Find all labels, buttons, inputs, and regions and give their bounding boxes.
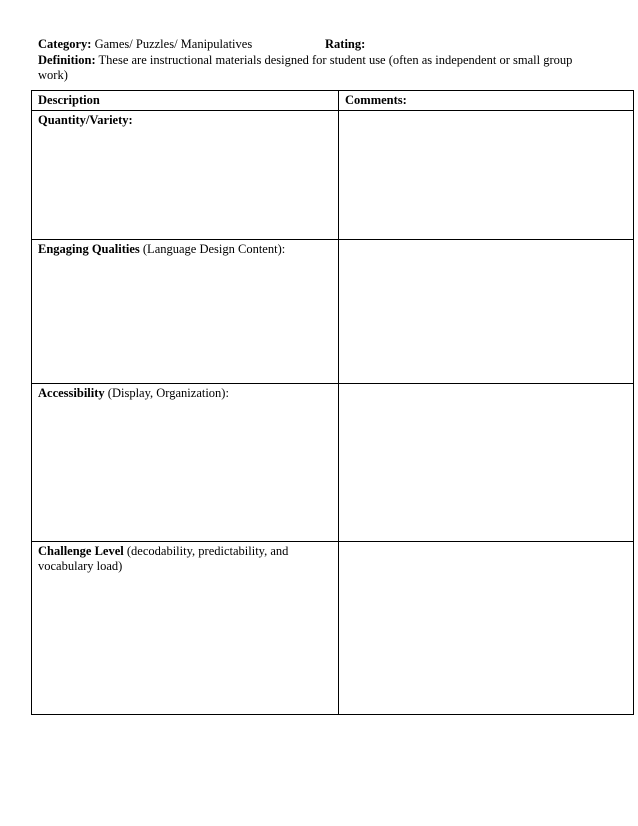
description-column-header: Description <box>32 91 339 111</box>
criterion-label: Engaging Qualities <box>38 242 140 256</box>
table-row <box>32 240 634 384</box>
criterion-label: Challenge Level <box>38 544 124 558</box>
description-cell-quantity <box>32 111 339 240</box>
table-row <box>32 384 634 542</box>
criterion-label: Quantity/Variety: <box>38 113 133 127</box>
definition-text: These are instructional materials designed for student use (often as independent or small group work) <box>38 53 573 82</box>
comments-column-header: Comments: <box>339 91 634 111</box>
criterion-detail: (Language Design Content): <box>139 242 286 256</box>
table-row <box>32 111 634 240</box>
comment-cell-quantity[interactable] <box>339 111 634 240</box>
evaluation-table <box>31 90 634 715</box>
criterion-label: Accessibility <box>38 386 105 400</box>
table-header-row <box>32 91 634 111</box>
comment-cell-accessibility[interactable] <box>339 384 634 542</box>
comment-cell-challenge[interactable] <box>339 542 634 715</box>
category-line <box>38 37 598 52</box>
comment-cell-engaging[interactable] <box>339 240 634 384</box>
category-value: Games/ Puzzles/ Manipulatives <box>91 37 253 51</box>
definition-label: Definition: <box>38 53 96 67</box>
criterion-detail: (Display, Organization): <box>104 386 229 400</box>
rating-label: Rating: <box>325 37 366 51</box>
document-header <box>38 37 598 83</box>
description-cell-accessibility <box>32 384 339 542</box>
table-row <box>32 542 634 715</box>
description-cell-engaging <box>32 240 339 384</box>
description-cell-challenge <box>32 542 339 715</box>
category-label: Category: <box>38 37 92 51</box>
criterion-detail: (decodability, predictability, and vocabulary load) <box>38 544 289 573</box>
definition-line <box>38 53 598 83</box>
